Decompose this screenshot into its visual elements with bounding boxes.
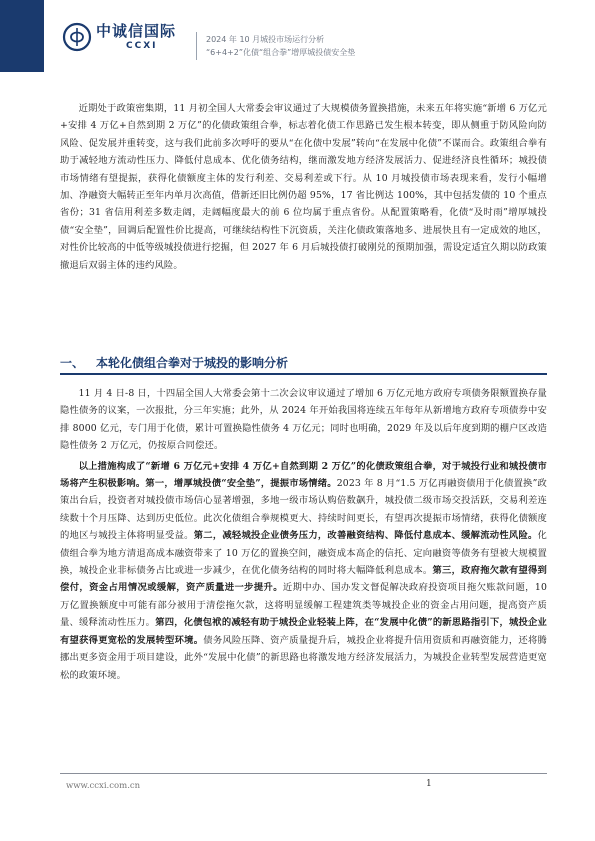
intro-block [60,100,547,274]
section-1-paragraph-2 [60,458,547,684]
point-3-lead: 第三，政府拖欠款有望得到偿付，资金占用情况或缓解，资产质量进一步提升。 [60,565,547,594]
section-title: 本轮化债组合拳对于城投的影响分析 [96,356,289,370]
section-1-paragraph-1: 11 月 4 日-8 日，十四届全国人大常委会第十二次会议审议通过了增加 6 万亿元地方政府专项债务限额置换存量隐性债务的议案，一次报批，分三年实施；此外，从 2024 年开始我国将连续五年每年从新增地方政府专项债券中安排 8000 亿元，专门用于化债，累计可置换隐性债务 4 万亿元；同时也明确，2029 年及以后年度到期的棚户区改造隐性债务 2 万亿元，仍按原合同偿还。 [60,388,547,452]
section-1-body [60,385,547,684]
footer-website-link[interactable]: www.ccxi.com.cn [66,781,141,791]
report-title: 2024 年 10 月城投市场运行分析 [206,35,325,44]
point-2-lead: 第二，减轻城投企业债务压力，改善融资结构、降低付息成本、缓解流动性风险。 [193,530,538,542]
report-subtitle: “6+4+2”化债“组合拳”增厚城投债安全垫 [206,48,356,57]
section-1-heading [60,352,547,371]
footer-rule [60,773,547,774]
point-1-lead: 以上措施构成了“新增 6 万亿元+安排 4 万亿+自然到期 2 万亿”的化债政策组合拳，对于城投行业和城投债市场将产生积极影响。第一，增厚城投债“安全垫”，提振市场情绪。 [60,460,547,490]
point-2-text: 化债组合拳为地方清退高成本融资带来了 10 万亿的置换空间，融资成本高企的信托、定向融资等债务有望被大规模置换，城投企业非标债务占比或进一步减少，在优化债务结构的同时将大幅降低利息成本。 [60,530,547,577]
point-4-text: 债务风险压降、资产质量提升后，城投企业将提升信用资质和再融资能力，还将腾挪出更多资金用于项目建设，此外“发展中化债”的新思路也将激发地方经济发展活力，为城投企业转型发展营造更宽松的政策环境。 [60,634,547,681]
ccxi-logo-mark-icon [62,22,92,52]
header-divider [196,32,197,60]
point-1-text: 2023 年 8 月“1.5 万亿再融资债用于化债置换”政策出台后，投资者对城投债市场信心显著增强，多地一级市场认购倍数飙升，城投债二级市场交投活跃，交易利差连续数十个月压降、达到历史低位。此次化债组合拳规模更大、持续时间更长，有望再次提振市场情绪，获得化债额度的地区与城投主体将明显受益。 [60,478,547,542]
ccxi-logo [62,22,176,52]
logo-english-name: CCXI [126,40,158,51]
intro-paragraph: 近期处于政策密集期，11 月初全国人大常委会审议通过了大规模债务置换措施，未来五年将实施“新增 6 万亿元+安排 4 万亿+自然到期 2 万亿”的化债政策组合拳，标志着化债工作思路已发生根本转变，即从侧重于防风险向防风险、促发展并重转变，这与我们此前多次呼吁的要从“在化债中发展”转向“在发展中化债”不谋而合。政策组合拳有助于减轻地方流动性压力、降低付息成本、优化债务结构，继而激发地方经济发展活力、促进经济良性循环；城投债市场情绪有望提振，获得化债额度主体的发行利差、交易利差或下行。从 10 月城投债市场表现来看，发行小幅增加、净融资大幅转正至年内单月次高值，借新还旧比例仍超 95%，17 省比例达 100%，其中包括发债的 10 个重点省份；31 省信用利差多数走阔，走阔幅度最大的前 6 位均属于重点省份。从配置策略看，化债“及时雨”增厚城投债“安全垫”，回调后配置性价比提高，可继续结构性下沉资质，关注化债政策落地多、进展快且有一定成效的地区，对性价比较高的中低等级城投债进行挖掘，但 2027 年 6 月后城投债打破刚兑的预期加强，需设定适宜久期以防政策撤退后双弱主体的违约风险。 [60,103,547,271]
logo-chinese-name: 中诚信国际 [96,21,177,40]
page-number: 1 [426,779,432,789]
header-accent-bar [0,0,44,72]
page-header [0,0,595,72]
point-4-lead: 第四，化债包袱的减轻有助于城投企业轻装上阵，在“发展中化债”的新思路指引下，城投企业有望获得更宽松的发展转型环境。 [60,617,547,646]
section-underline [60,373,547,375]
section-number: 一、 [60,356,85,370]
point-3-text: 近期中办、国办发文督促解决政府投资项目拖欠账款问题，10 万亿置换额度中可能有部分被用于清偿拖欠款，这将明显缓解工程建筑类等城投企业的资金占用问题，提高资产质量、缓释流动性压力。 [60,582,548,629]
